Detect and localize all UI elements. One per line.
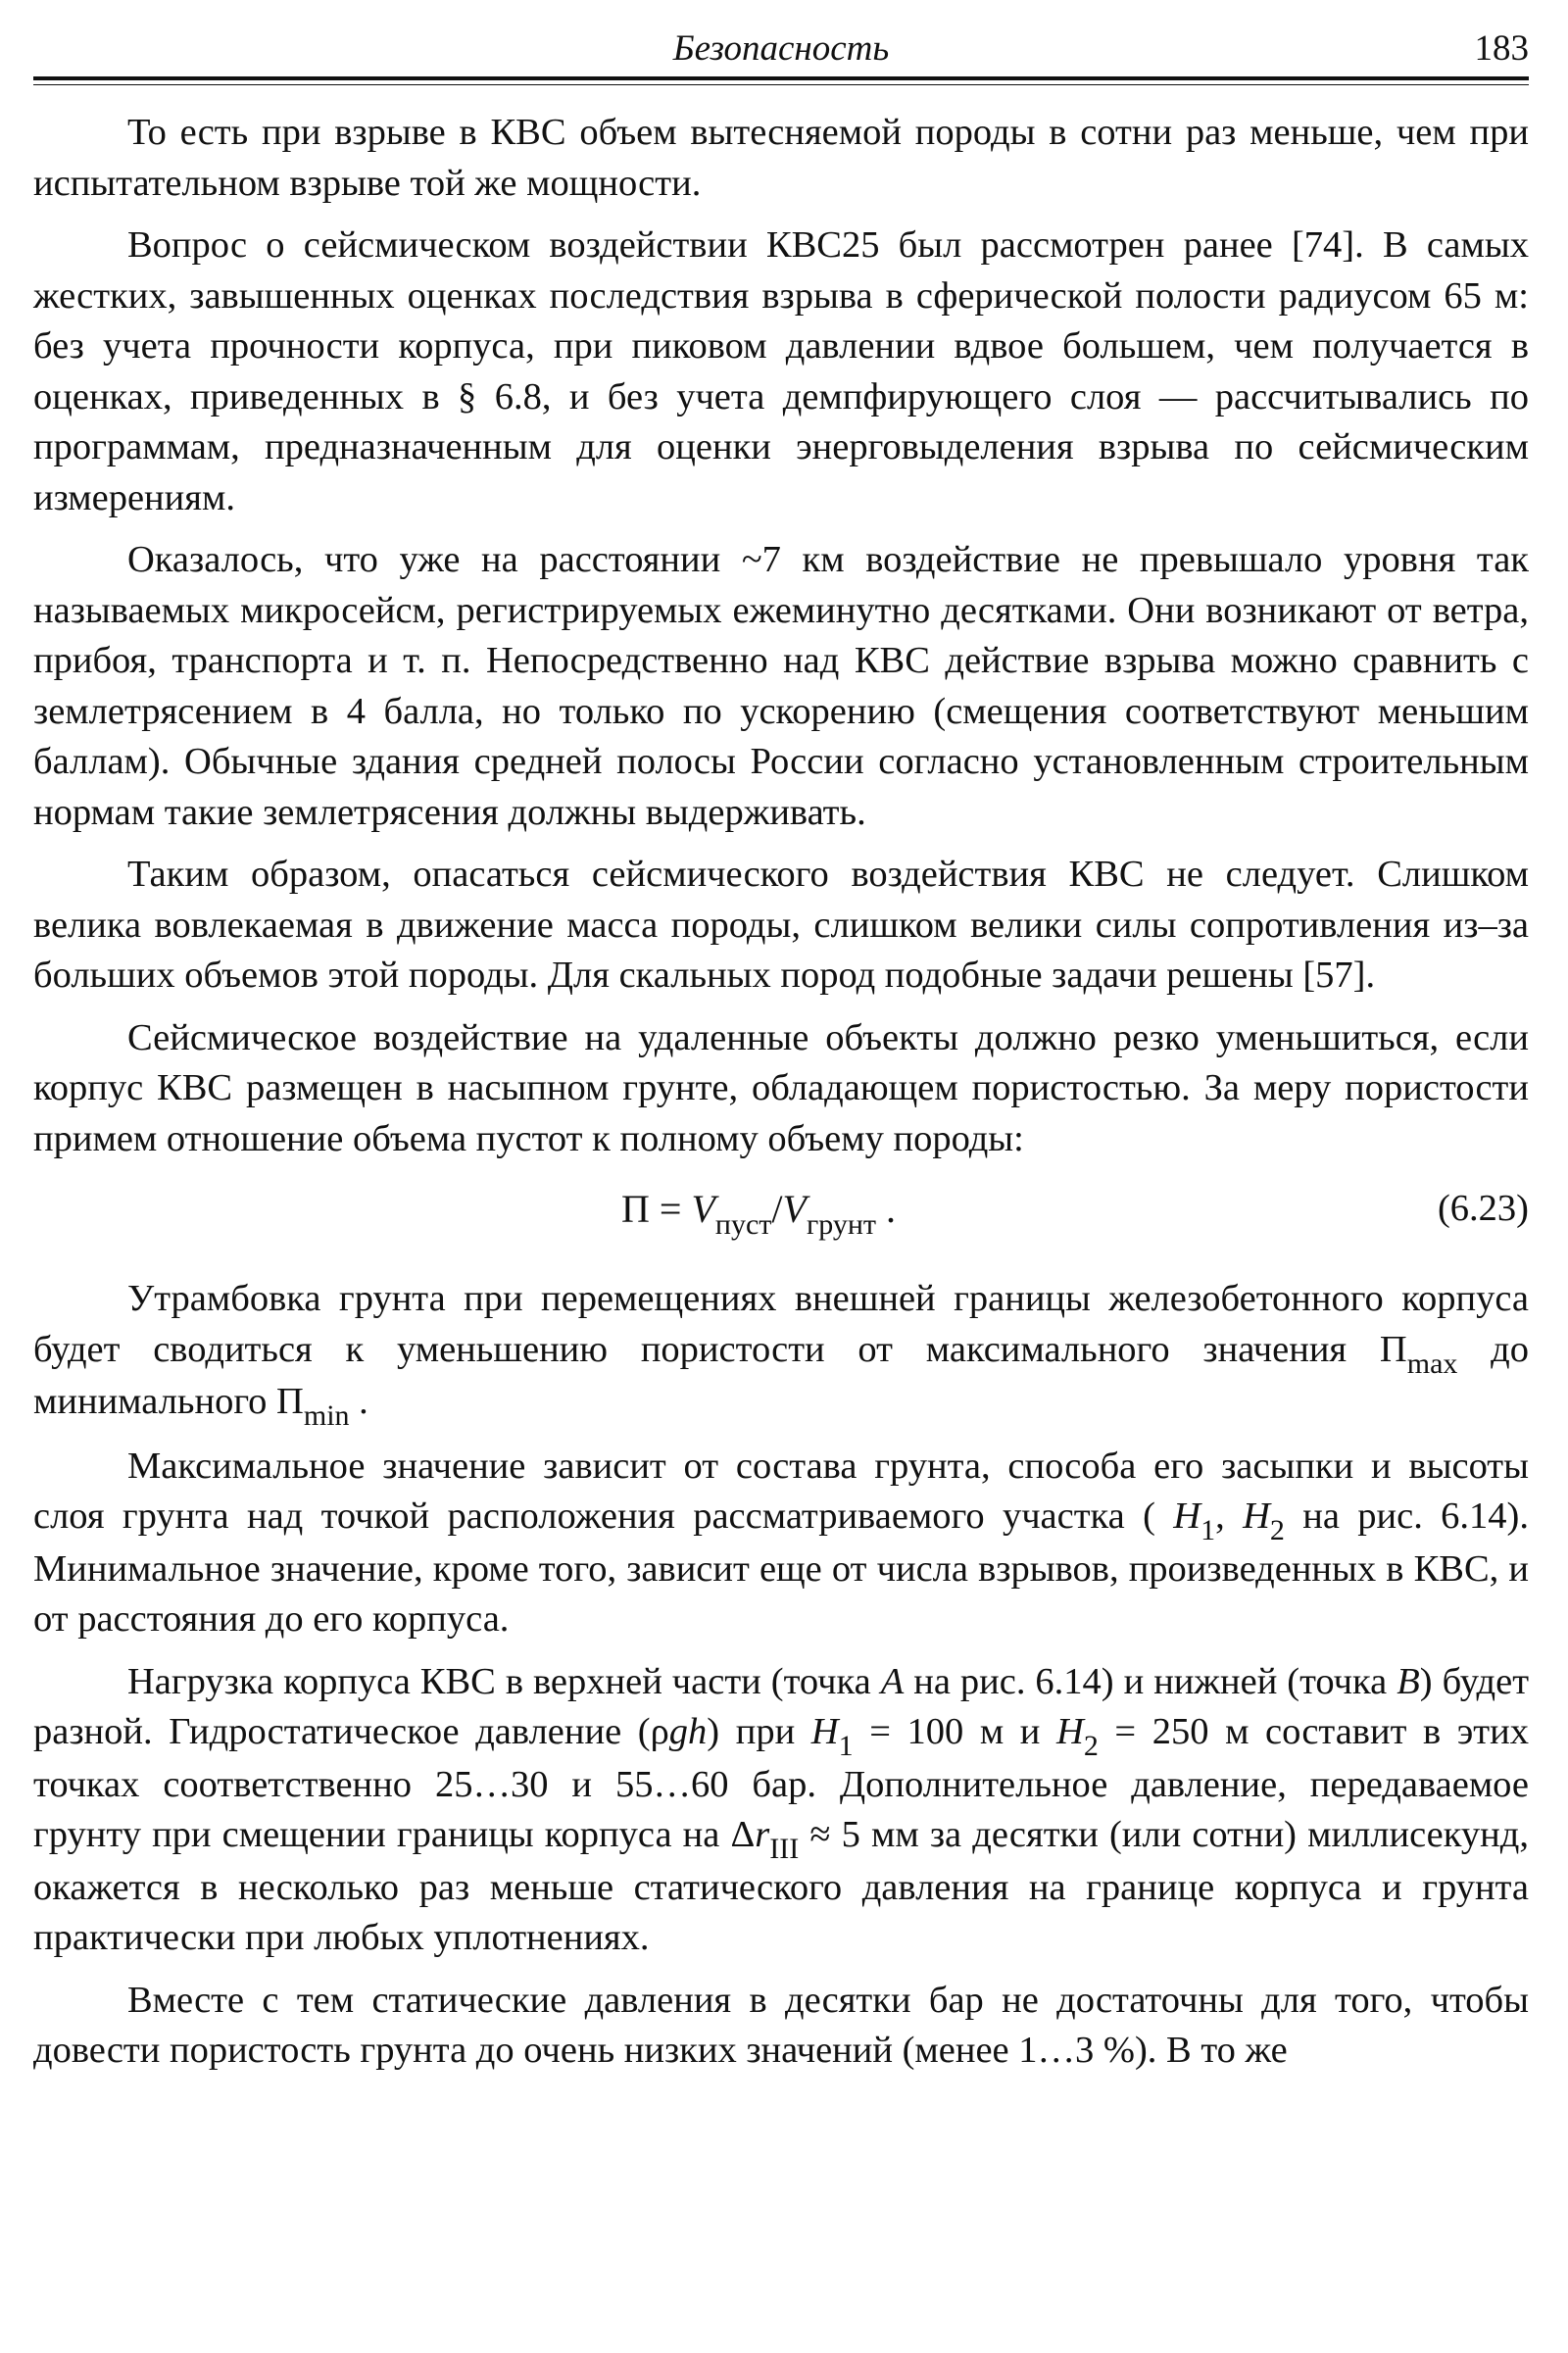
paragraph: То есть при взрыве в КВС объем вытесняемой породы в сотни раз меньше, чем при испытательном взрыве той же мощности. [33,112,1529,204]
text-run: . [349,1381,368,1422]
point-label: B [1396,1660,1420,1702]
paragraph: Оказалось, что уже на расстоянии ~7 км воздействие не превышало уровня так называемых микросейсм, регистрируемых ежеминутно десятками. Они возникают от ветра, прибоя, транспорта и т. п. Непосредственно над КВС действие взрыва можно сравнить с землетрясением в 4 балла, но только по ускорению (смещения соответствуют меньшим баллам). Обычные здания средней полосы России согласно установленным строительным нормам такие землетрясения должны выдерживать. [33,539,1529,833]
text-run: ) при [707,1711,811,1752]
volume-symbol: V [782,1187,807,1231]
text-run: до минимального [33,1328,1530,1422]
subscript: max [1406,1347,1458,1380]
volume-subscript: грунт [806,1208,877,1241]
paragraph: Сейсмическое воздействие на удаленные объекты должно резко уменьшиться, если корпус КВС размещен в насыпном грунте, обладающем пористостью. За меру пористости примем отношение объема пустот к полному объему породы: [33,1016,1529,1159]
text-run: ≈ 5 мм за десятки (или сотни) миллисекунд, окажется в несколько раз меньше статического давления на границе корпуса и грунта практически при любых уплотнениях. [33,1814,1529,1958]
height-symbol: H [1173,1495,1201,1537]
subscript: 2 [1269,1514,1285,1546]
paragraph [33,1657,1529,1964]
subscript: 2 [1083,1730,1099,1762]
fraction-slash: / [771,1187,783,1231]
paragraph: Вместе с тем статические давления в десятки бар не достаточны для того, чтобы довести пористость грунта до очень низких значений (менее 1…3 %). В то же [33,1979,1529,2071]
paragraph [33,1442,1529,1645]
height-symbol: H [810,1711,839,1752]
subscript: 1 [838,1730,854,1762]
text-run: ) будет разной. Гидростатическое давление (ρ [33,1660,1530,1752]
volume-symbol: V [691,1187,715,1231]
equation-expression [621,1184,896,1239]
point-label: A [880,1660,905,1702]
height-symbol: H [1243,1495,1270,1537]
page-header [33,22,1529,78]
header-rule-thick [33,76,1529,80]
text-run: Утрамбовка грунта при перемещениях внешней границы железобетонного корпуса будет сводиться к уменьшению пористости от максимального значения [33,1278,1529,1370]
subscript: min [303,1399,350,1432]
text-run: на рис. 6.14). Минимальное значение, кроме того, зависит еще от числа взрывов, произведенных в КВС, и от расстояния до его корпуса. [33,1495,1529,1640]
text-run: = 100 м и [853,1711,1057,1752]
volume-subscript: пуст [714,1208,772,1241]
body-text [33,108,1529,2088]
equation-6-23 [33,1176,1529,1252]
text-run: = 250 м составит в этих точках соответственно 25…30 и 55…60 бар. Дополнительное давление, передаваемое грунту при смещении границы корпуса на Δ [33,1711,1529,1855]
text-run: , [1215,1495,1244,1537]
math-variable: r [755,1814,770,1855]
paragraph: Вопрос о сейсмическом воздействии КВС25 был рассмотрен ранее [74]. В самых жестких, завышенных оценках последствия взрыва в сферической полости радиусом 65 м: без учета прочности корпуса, при пиковом давлении вдвое большем, чем получается в оценках, приведенных в § 6.8, и без учета демпфирующего слоя — рассчитывались по программам, предназначенным для оценки энерговыделения взрыва по сейсмическим измерениям. [33,224,1529,518]
text-run: на рис. 6.14) и нижней (точка [904,1660,1397,1702]
paragraph: Таким образом, опасаться сейсмического воздействия КВС не следует. Слишком велика вовлекаемая в движение масса породы, слишком велики силы сопротивления из–за больших объемов этой породы. Для скальных пород подобные задачи решены [57]. [33,854,1529,996]
paragraph [33,1274,1529,1430]
header-rule-thin [33,84,1529,85]
equation-number: (6.23) [1437,1188,1529,1229]
equation-period: . [876,1187,897,1231]
math-variable: gh [668,1711,708,1752]
subscript: III [769,1833,800,1865]
porosity-symbol: П [276,1381,304,1422]
subscript: 1 [1200,1514,1216,1546]
porosity-symbol: П [1379,1328,1407,1370]
equals-sign: = [649,1187,692,1231]
porosity-symbol: П [621,1187,650,1231]
page-number: 183 [1474,28,1529,69]
text-run: Максимальное значение зависит от состава грунта, способа его засыпки и высоты слоя грунта над точкой расположения рассматриваемого участка ( [33,1445,1529,1537]
text-run: Нагрузка корпуса КВС в верхней части (точка [127,1660,881,1702]
height-symbol: H [1056,1711,1084,1752]
running-head: Безопасность [672,28,890,69]
